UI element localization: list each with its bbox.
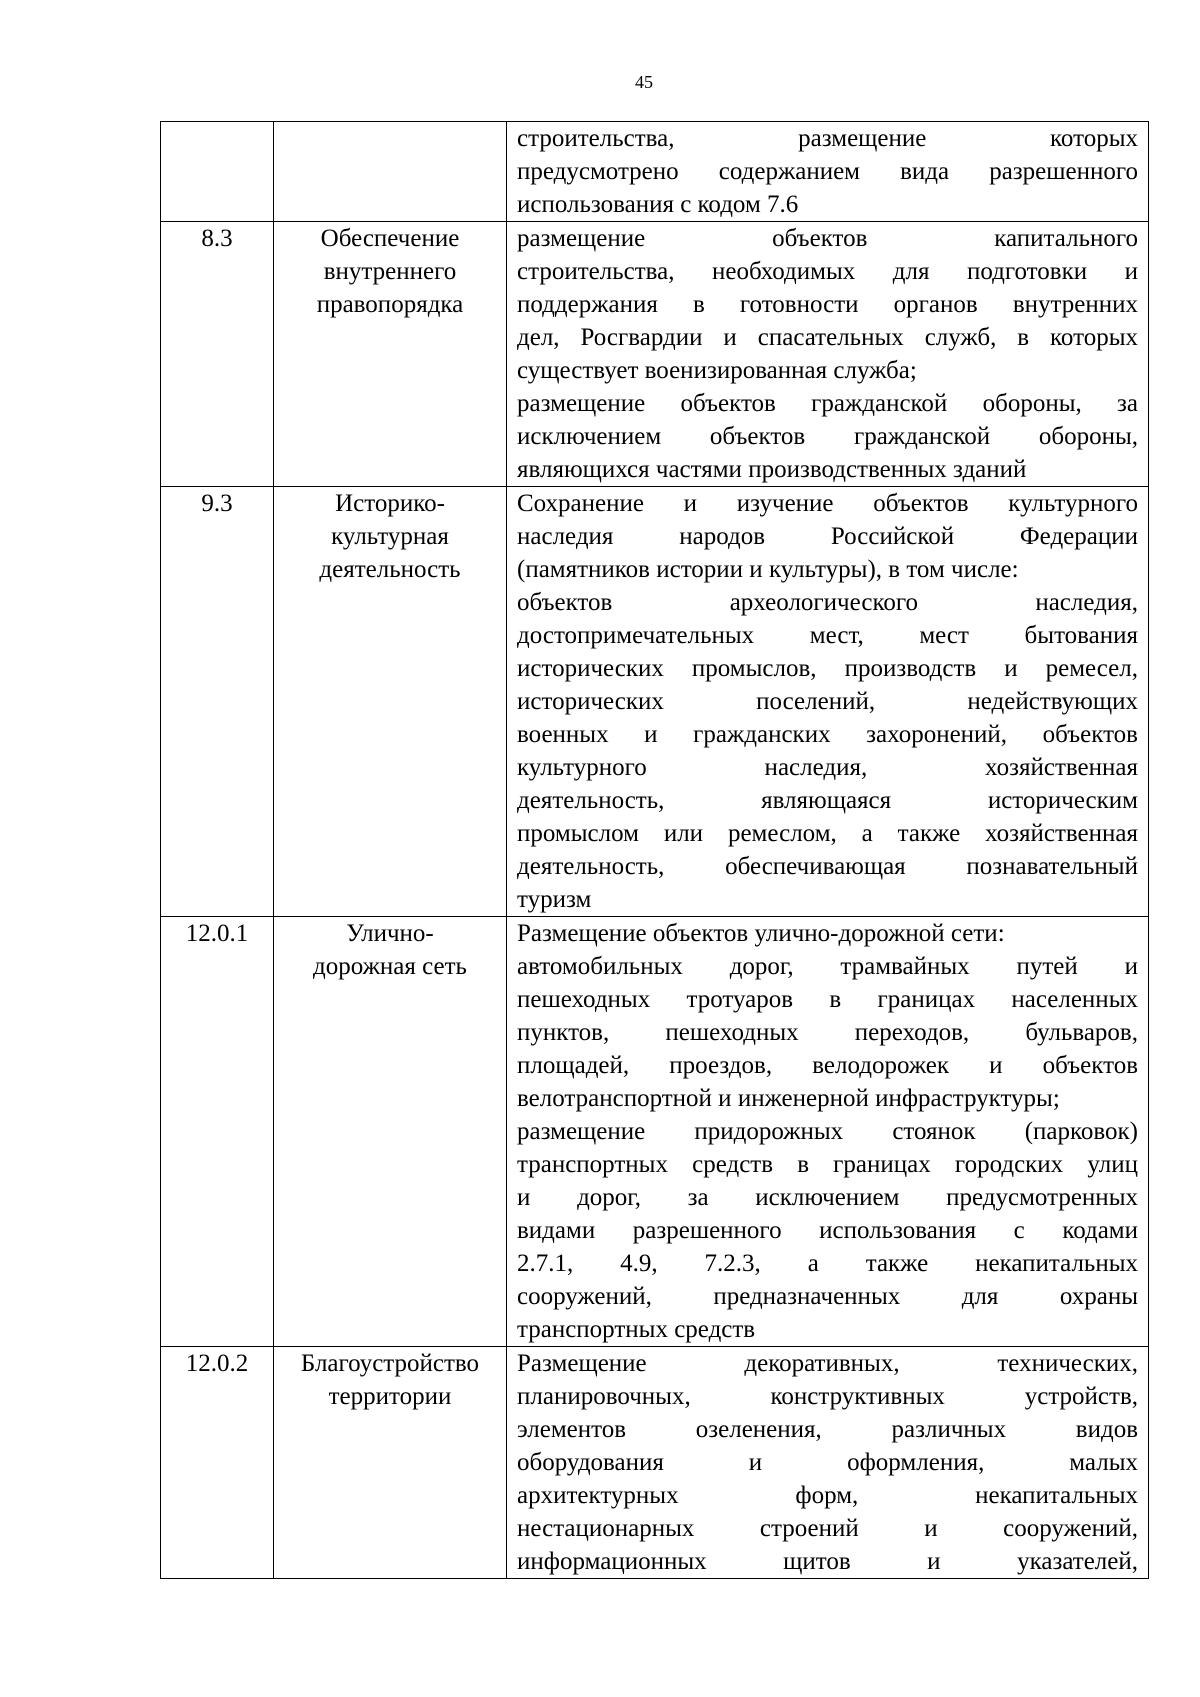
code-cell: 8.3 [161, 222, 274, 487]
page-number: 45 [635, 72, 653, 92]
description-line: планировочных, конструктивных устройств, [517, 1383, 1138, 1410]
name-cell [274, 487, 507, 917]
description-line: транспортных средств [517, 1316, 756, 1343]
code-cell: 12.0.2 [161, 1347, 274, 1579]
description-line: Размещение декоративных, технических, [517, 1350, 1138, 1377]
table-row [161, 1347, 1149, 1579]
description-line: архитектурных форм, некапитальных [517, 1482, 1138, 1509]
description-line: размещение объектов гражданской обороны, за [517, 390, 1138, 417]
description-line: пешеходных тротуаров в границах населенных [517, 986, 1138, 1013]
description-line: велотранспортной и инженерной инфраструктуры; [517, 1085, 1060, 1112]
description-line: существует военизированная служба; [517, 357, 917, 384]
name-line: культурная [331, 523, 449, 550]
code-cell [161, 122, 274, 222]
description-line: Сохранение и изучение объектов культурного [517, 490, 1138, 517]
land-use-table [160, 121, 1149, 1579]
code-cell: 12.0.1 [161, 917, 274, 1347]
description-line: являющихся частями производственных зданий [517, 456, 1027, 483]
name-line: внутреннего [323, 258, 457, 285]
description-line: исторических промыслов, производств и ремесел, [517, 655, 1138, 682]
description-line: дел, Росгвардии и спасательных служб, в которых [517, 324, 1138, 351]
description-line: туризм [517, 886, 592, 913]
description-line: элементов озеленения, различных видов [517, 1416, 1138, 1443]
name-line: деятельность [319, 556, 461, 583]
description-line: промыслом или ремеслом, а также хозяйственная [517, 820, 1138, 847]
description-line: размещение объектов капитального [517, 225, 1138, 252]
name-line: дорожная сеть [313, 953, 467, 980]
name-line: Историко- [335, 490, 445, 517]
description-cell [507, 487, 1149, 917]
table-row [161, 917, 1149, 1347]
description-line: площадей, проездов, велодорожек и объектов [517, 1052, 1138, 1079]
description-cell [507, 222, 1149, 487]
name-line: Улично- [346, 920, 434, 947]
description-cell [507, 122, 1149, 222]
name-line: Благоустройство [300, 1350, 480, 1377]
name-line: правопорядка [316, 291, 464, 318]
name-cell [274, 917, 507, 1347]
name-cell [274, 1347, 507, 1579]
description-line: 2.7.1, 4.9, 7.2.3, а также некапитальных [517, 1250, 1138, 1277]
description-line: информационных щитов и указателей, [517, 1548, 1138, 1575]
description-line: поддержания в готовности органов внутренних [517, 291, 1138, 318]
description-line: исключением объектов гражданской обороны, [517, 423, 1138, 450]
description-line: использования с кодом 7.6 [517, 191, 799, 218]
description-cell [507, 917, 1149, 1347]
description-line: видами разрешенного использования с кодами [517, 1217, 1138, 1244]
description-line: (памятников истории и культуры), в том числе: [517, 556, 1019, 583]
description-line: Размещение объектов улично-дорожной сети: [517, 920, 1005, 947]
name-line: территории [328, 1383, 452, 1410]
description-line: строительства, необходимых для подготовки и [517, 258, 1138, 285]
name-cell [274, 122, 507, 222]
description-line: деятельность, являющаяся историческим [517, 787, 1138, 814]
description-line: исторических поселений, недействующих [517, 688, 1138, 715]
description-line: размещение придорожных стоянок (парковок) [517, 1118, 1138, 1145]
description-line: строительства, размещение которых [517, 125, 1138, 152]
description-line: и дорог, за исключением предусмотренных [517, 1184, 1138, 1211]
description-cell [507, 1347, 1149, 1579]
description-line: культурного наследия, хозяйственная [517, 754, 1138, 781]
description-line: сооружений, предназначенных для охраны [517, 1283, 1138, 1310]
table-row [161, 487, 1149, 917]
description-line: военных и гражданских захоронений, объектов [517, 721, 1138, 748]
code-cell: 9.3 [161, 487, 274, 917]
table-body [161, 122, 1149, 1579]
description-line: автомобильных дорог, трамвайных путей и [517, 953, 1138, 980]
description-line: пунктов, пешеходных переходов, бульваров, [517, 1019, 1138, 1046]
description-line: деятельность, обеспечивающая познавательный [517, 853, 1138, 880]
name-line: Обеспечение [320, 225, 460, 252]
table-row [161, 122, 1149, 222]
table-row [161, 222, 1149, 487]
description-line: наследия народов Российской Федерации [517, 523, 1138, 550]
description-line: предусмотрено содержанием вида разрешенного [517, 158, 1138, 185]
name-cell [274, 222, 507, 487]
description-line: достопримечательных мест, мест бытования [517, 622, 1138, 649]
description-line: объектов археологического наследия, [517, 589, 1138, 616]
description-line: транспортных средств в границах городских улиц [517, 1151, 1138, 1178]
description-line: нестационарных строений и сооружений, [517, 1515, 1138, 1542]
description-line: оборудования и оформления, малых [517, 1449, 1138, 1476]
